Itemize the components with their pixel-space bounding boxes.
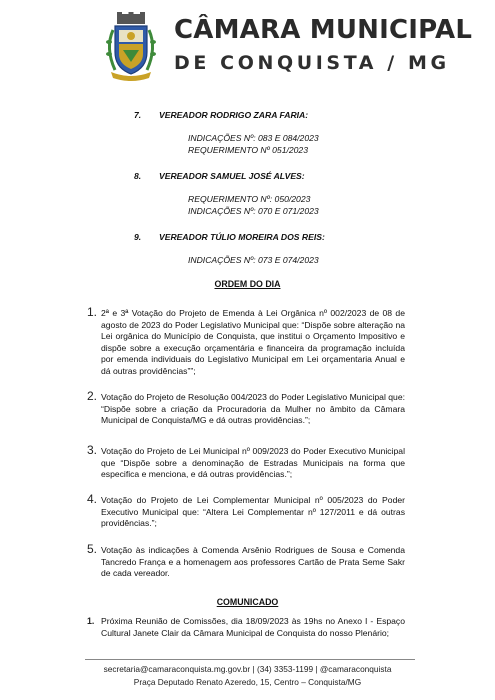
letterhead	[0, 0, 495, 92]
vereador-number: 9.	[134, 232, 142, 242]
detail-line: INDICAÇÕES Nº: 073 E 074/2023	[188, 255, 319, 265]
vereador-heading	[134, 171, 305, 181]
item-number: 2.	[87, 389, 98, 403]
municipal-seal-icon	[103, 12, 159, 82]
vereador-number: 8.	[134, 171, 142, 181]
header-subtitle: DE CONQUISTA / MG	[174, 52, 450, 74]
vereador-name: VEREADOR RODRIGO ZARA FARIA:	[159, 110, 309, 120]
item-text: Votação do Projeto de Resolução 004/2023 do Poder Legislativo Municipal que: “Dispõe sobre a criação da Procuradoria da Mulher no âmbito da Câmara Municipal de Conquista/MG e dá outras providências.”;	[101, 392, 405, 426]
vereador-details	[188, 255, 319, 267]
detail-line: REQUERIMENTO Nº: 050/2023	[188, 194, 311, 204]
vereador-details	[188, 194, 319, 217]
item-text: Votação do Projeto de Lei Municipal nº 009/2023 do Poder Executivo Municipal que “Dispõe sobre a denominação de Estradas Municipais na forma que especifica e menciona, e dá outras providências.”;	[101, 446, 405, 480]
vereador-name: VEREADOR SAMUEL JOSÉ ALVES:	[159, 171, 305, 181]
footer-divider	[85, 659, 415, 660]
detail-line: INDICAÇÕES Nº: 083 E 084/2023	[188, 133, 319, 143]
section-title-comunicado: COMUNICADO	[216, 597, 279, 607]
item-text: Votação às indicações à Comenda Arsênio Rodrigues de Sousa e Comenda Tancredo França e a homenagem aos professores Cartão de Prata Seme Sakr de cada vereador.	[101, 545, 405, 579]
item-text: Votação do Projeto de Lei Complementar Municipal nº 005/2023 do Poder Executivo Municipal que: “Altera Lei Complementar nº 127/2011 e dá outras providências.”;	[101, 495, 405, 529]
vereador-heading	[134, 232, 325, 242]
item-text: 2ª e 3ª Votação do Projeto de Emenda à Lei Orgânica nº 002/2023 de 08 de agosto de 2023 do Poder Legislativo Municipal que: “Dispõe sobre alteração na Lei orgânica do Município de Conquista, que institui o Orçamento Impositivo e dispõe sobre a execução orçamentária e financeira da programação incluída por emenda individuais do Legislativo Municipal em Lei orçamentaria Anual e dá outras providências””;	[101, 308, 405, 376]
item-number: 3.	[87, 443, 98, 457]
item-number: 1.	[87, 305, 98, 319]
item-number: 5.	[87, 542, 98, 556]
list-item	[87, 389, 405, 427]
detail-line: REQUERIMENTO Nº 051/2023	[188, 144, 308, 155]
list-item	[87, 443, 405, 481]
list-item	[87, 305, 405, 378]
list-item	[87, 616, 405, 639]
header-title: CÂMARA MUNICIPAL	[174, 15, 473, 45]
vereador-heading	[134, 110, 308, 120]
vereador-details	[188, 133, 319, 156]
list-item	[87, 492, 405, 530]
footer-address: Praça Deputado Renato Azeredo, 15, Centro – Conquista/MG	[133, 677, 362, 687]
vereador-number: 7.	[134, 110, 142, 120]
item-text: Próxima Reunião de Comissões, dia 18/09/2023 às 19hs no Anexo I - Espaço Cultural Janete Clair da Câmara Municipal de Conquista do nosso Plenário;	[101, 616, 405, 638]
item-number: 4.	[87, 492, 98, 506]
detail-line: INDICAÇÕES Nº: 070 E 071/2023	[188, 205, 319, 216]
item-number: 1.	[87, 616, 95, 626]
list-item	[87, 542, 405, 580]
footer-contact: secretaria@camaraconquista.mg.gov.br | (34) 3353-1199 | @camaraconquista	[103, 664, 392, 674]
section-title-ordem-do-dia: ORDEM DO DIA	[214, 279, 281, 289]
vereador-name: VEREADOR TÚLIO MOREIRA DOS REIS:	[159, 232, 325, 242]
